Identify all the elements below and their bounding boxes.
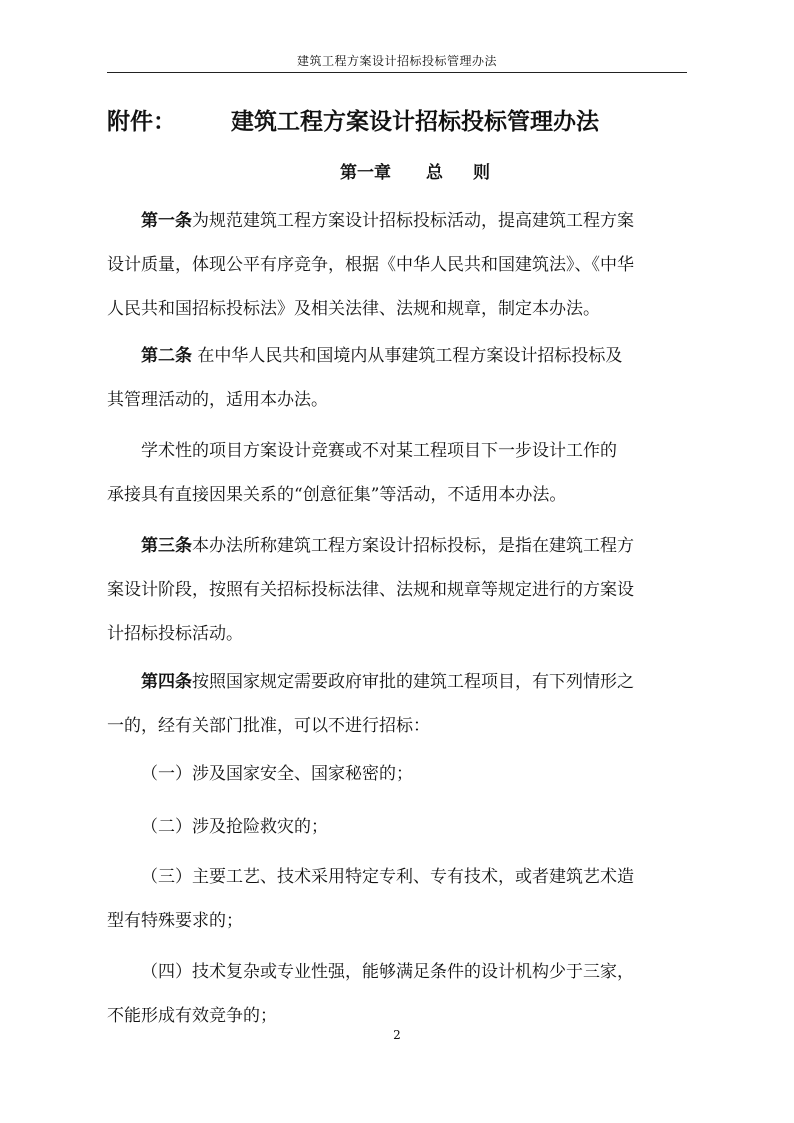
title-main: 建筑工程方案设计招标投标管理办法 (231, 109, 599, 135)
list-item-line: （三）主要工艺、技术采用特定专利、专有技术，或者建筑艺术造 (141, 867, 634, 887)
paragraph-academic (107, 429, 687, 517)
article-3-line: 第三条本办法所称建筑工程方案设计招标投标，是指在建筑工程方 (141, 536, 634, 556)
article-3-label: 第三条 (141, 536, 192, 556)
paragraph-line: 承接具有直接因果关系的“创意征集”等活动，不适用本办法。 (107, 485, 567, 505)
list-item-4 (107, 950, 687, 1038)
running-header: 建筑工程方案设计招标投标管理办法 (296, 54, 497, 68)
chapter-number: 第一章 (340, 163, 391, 183)
article-1-line: 第一条为规范建筑工程方案设计招标投标活动，提高建筑工程方案 (141, 211, 634, 231)
chapter-name-part2: 则 (473, 163, 490, 183)
list-item-line: （四）技术复杂或专业性强，能够满足条件的设计机构少于三家， (141, 962, 634, 982)
article-4-line: 一的，经有关部门批准，可以不进行招标： (107, 716, 430, 736)
paragraph-line: 学术性的项目方案设计竞赛或不对某工程项目下一步设计工作的 (141, 441, 617, 461)
article-2-label: 第二条 (141, 346, 192, 366)
article-1-line: 设计质量，体现公平有序竞争，根据《中华人民共和国建筑法》、《中华 (107, 255, 634, 275)
article-1-line: 人民共和国招标投标法》及相关法律、法规和规章，制定本办法。 (107, 299, 600, 319)
article-3-line: 案设计阶段，按照有关招标投标法律、法规和规章等规定进行的方案设 (107, 580, 634, 600)
list-item-line: 不能形成有效竞争的； (107, 1006, 277, 1026)
page-number: 2 (393, 1028, 401, 1042)
attachment-label: 附件： (107, 109, 176, 135)
article-1-label: 第一条 (141, 211, 192, 231)
header-rule (107, 72, 687, 73)
list-item-3 (107, 855, 687, 943)
list-item-line: 型有特殊要求的； (107, 911, 243, 931)
list-item-line: （一）涉及国家安全、国家秘密的； (141, 764, 413, 784)
article-2-line: 其管理活动的，适用本办法。 (107, 390, 328, 410)
chapter-name-part1: 总 (426, 163, 443, 183)
list-item-2 (107, 805, 687, 849)
article-2 (107, 334, 687, 422)
article-3-line: 计招标投标活动。 (107, 624, 243, 644)
article-4 (107, 660, 687, 748)
list-item-line: （二）涉及抢险救灾的； (141, 817, 328, 837)
article-1 (107, 199, 687, 331)
article-2-line: 第二条 在中华人民共和国境内从事建筑工程方案设计招标投标及 (141, 346, 623, 366)
article-4-line: 第四条按照国家规定需要政府审批的建筑工程项目，有下列情形之 (141, 672, 634, 692)
article-3 (107, 524, 687, 656)
list-item-1 (107, 752, 687, 796)
article-4-label: 第四条 (141, 672, 192, 692)
